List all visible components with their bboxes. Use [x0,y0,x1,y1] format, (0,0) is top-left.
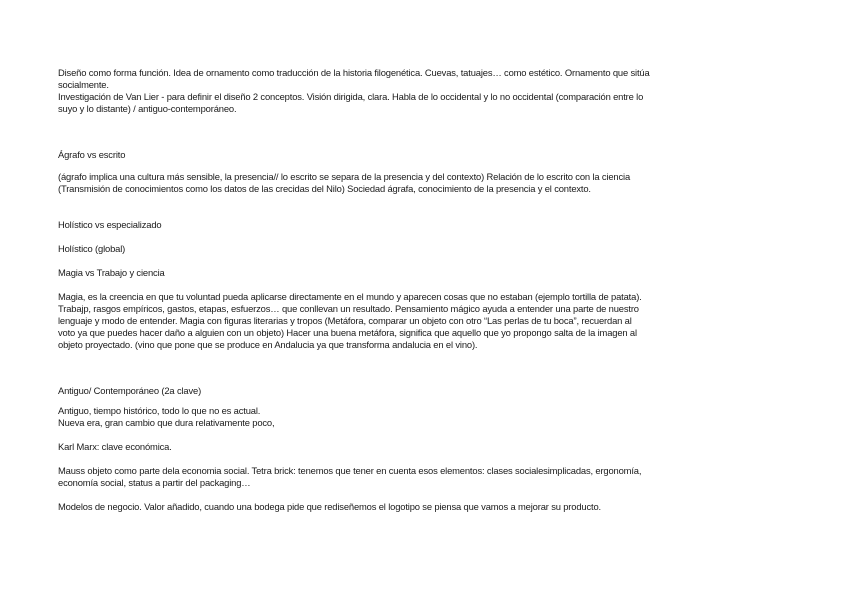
spacer [58,351,794,385]
spacer [58,489,794,501]
heading-magia: Magia vs Trabajo y ciencia [58,267,165,278]
paragraph-karl-marx: Karl Marx: clave económica. [58,441,172,452]
text-line: Antiguo, tiempo histórico, todo lo que no es actual. [58,405,261,416]
text-line: suyo y lo distante) / antiguo-contemporáneo. [58,103,237,114]
spacer [58,429,794,441]
text-line: Nueva era, gran cambio que dura relativamente poco, [58,417,275,428]
text-line: socialmente. [58,79,109,90]
paragraph-antiguo [58,405,794,429]
text-line: Investigación de Van Lier - para definir el diseño 2 conceptos. Visión dirigida, clara. Habla de lo occidental y lo no occidental (comparación entre lo [58,91,644,102]
paragraph-magia [58,291,794,351]
spacer [58,397,794,405]
document-body [58,67,794,513]
text-line: Trabajp, rasgos empíricos, gastos, etapas, esfuerzos… que conllevan un resultado. Pensamiento mágico ayuda a entender una parte de nuestro [58,303,639,314]
text-line: Diseño como forma función. Idea de ornamento como traducción de la historia filogenética. Cuevas, tatuajes… como estético. Ornamento que sitúa [58,67,650,78]
holistico-global: Holístico (global) [58,243,126,254]
paragraph-agrafo [58,171,794,195]
text-line: economía social, status a partir del packaging… [58,477,251,488]
text-line: (Transmisión de conocimientos como los datos de las crecidas del Nilo) Sociedad ágrafa, conocimiento de la presencia y el contexto. [58,183,591,194]
spacer [58,255,794,267]
paragraph-mauss [58,465,794,489]
spacer [58,453,794,465]
text-line: Mauss objeto como parte dela economia social. Tetra brick: tenemos que tener en cuenta esos elementos: clases socialesimplicadas, ergonomía, [58,465,642,476]
spacer [58,231,794,243]
heading-holistico: Holístico vs especializado [58,219,162,230]
text-line: lenguaje y modo de entender. Magia con figuras literarias y tropos (Metáfora, comparar un objeto con otro “Las perlas de tu boca”, recuerdan al [58,315,632,326]
text-line: (ágrafo implica una cultura más sensible, la presencia// lo escrito se separa de la presencia y del contexto) Relación de lo escrito con la ciencia [58,171,631,182]
spacer [58,279,794,291]
text-line: objeto proyectado. (vino que pone que se produce en Andalucia ya que transforma andalucia en el vino). [58,339,478,350]
heading-antiguo: Antiguo/ Contemporáneo (2a clave) [58,385,202,396]
heading-agrafo: Ágrafo vs escrito [58,149,126,160]
paragraph-modelos: Modelos de negocio. Valor añadido, cuando una bodega pide que rediseñemos el logotipo se piensa que vamos a mejorar su producto. [58,501,601,512]
text-line: voto ya que puedes hacer daño a alguien con un objeto) Hacer una buena metáfora, significa que aquello que yo propongo salta de la imagen al [58,327,637,338]
spacer [58,115,794,149]
spacer [58,195,794,219]
text-line: Magia, es la creencia en que tu voluntad pueda aplicarse directamente en el mundo y aparecen cosas que no estaban (ejemplo tortilla de patata). [58,291,642,302]
paragraph-intro [58,67,794,115]
spacer [58,161,794,171]
